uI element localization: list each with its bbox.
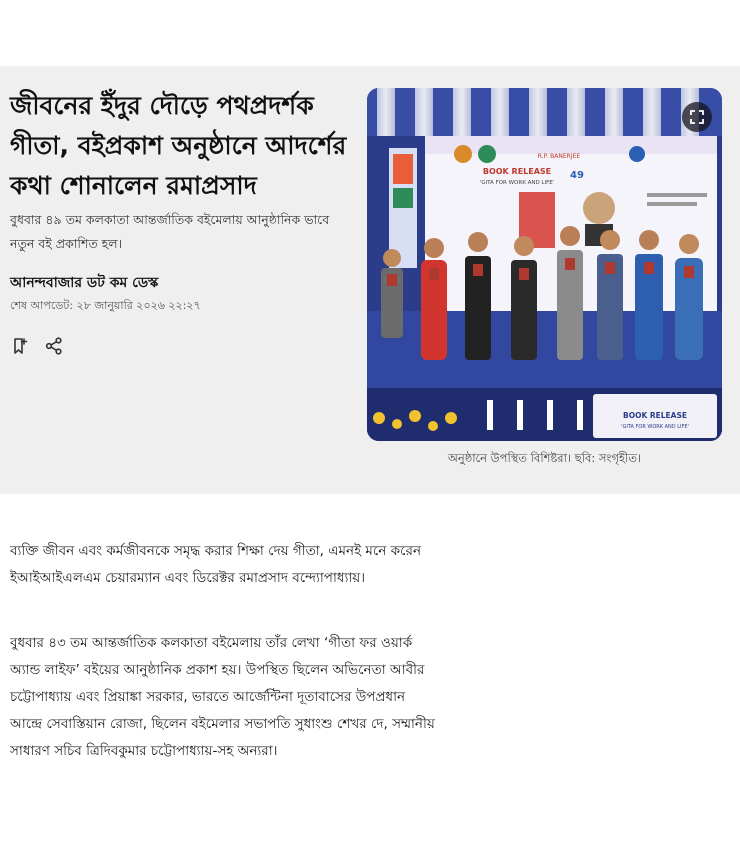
banner-subtitle: 'GITA FOR WORK AND LIFE' [479,180,555,186]
article-actions [10,336,64,356]
article-hero [0,66,740,494]
banner-edition: 49 [570,170,584,181]
share-icon[interactable] [44,336,64,356]
article-headline: জীবনের ইঁদুর দৌড়ে পথপ্রদর্শক গীতা, বইপ্রকাশ অনুষ্ঠানে আদর্শের কথা শোনালেন রমাপ্রসাদ [10,91,347,200]
article-paragraph: বুধবার ৪৩ তম আন্তর্জাতিক কলকাতা বইমেলায় তাঁর লেখা ‘গীতা ফর ওয়ার্ক অ্যান্ড লাইফ’ বইয়ের আনুষ্ঠানিক প্রকাশ হয়। উপস্থিত ছিলেন অভিনেতা আবীর চট্টোপাধ্যায় এবং প্রিয়াঙ্কা সরকার, ভারতে আর্জেন্টিনা দূতাবাসের উপপ্রধান আন্দ্রে সেবাস্তিয়ান রোজা, ছিলেন বইমেলার সভাপতি সুধাংশু শেখর দে, সম্মানীয় সাধারণ সচিব ত্রিদিবকুমার চট্টোপাধ্যায়-সহ অন্যরা। [10,635,435,759]
banner-brand: R.P. BANERJEE [537,153,581,160]
podium-subtitle: 'GITA FOR WORK AND LIFE' [621,424,689,430]
banner-title: BOOK RELEASE [482,167,552,176]
podium-title: BOOK RELEASE [622,411,688,420]
photo-caption: অনুষ্ঠানে উপস্থিত বিশিষ্টরা। ছবি: সংগৃহীত। [447,451,642,465]
expand-icon[interactable] [682,102,712,132]
author-name[interactable]: আনন্দবাজার ডট কম ডেস্ক [10,275,159,291]
article-paragraph: ব্যক্তি জীবন এবং কর্মজীবনকে সমৃদ্ধ করার শিক্ষা দেয় গীতা, এমনই মনে করেন ইআইআইএলএম চেয়ারম্যান এবং ডিরেক্টর রমাপ্রসাদ বন্দ্যোপাধ্যায়। [10,543,422,586]
last-updated: শেষ আপডেট: ২৮ জানুয়ারি ২০২৬ ২২:২৭ [10,299,201,312]
bookmark-icon[interactable] [10,336,30,356]
event-photo[interactable] [367,88,722,441]
article-summary: বুধবার ৪৯ তম কলকাতা আন্তর্জাতিক বইমেলায় আনুষ্ঠানিক ভাবে নতুন বই প্রকাশিত হল। [10,212,330,251]
